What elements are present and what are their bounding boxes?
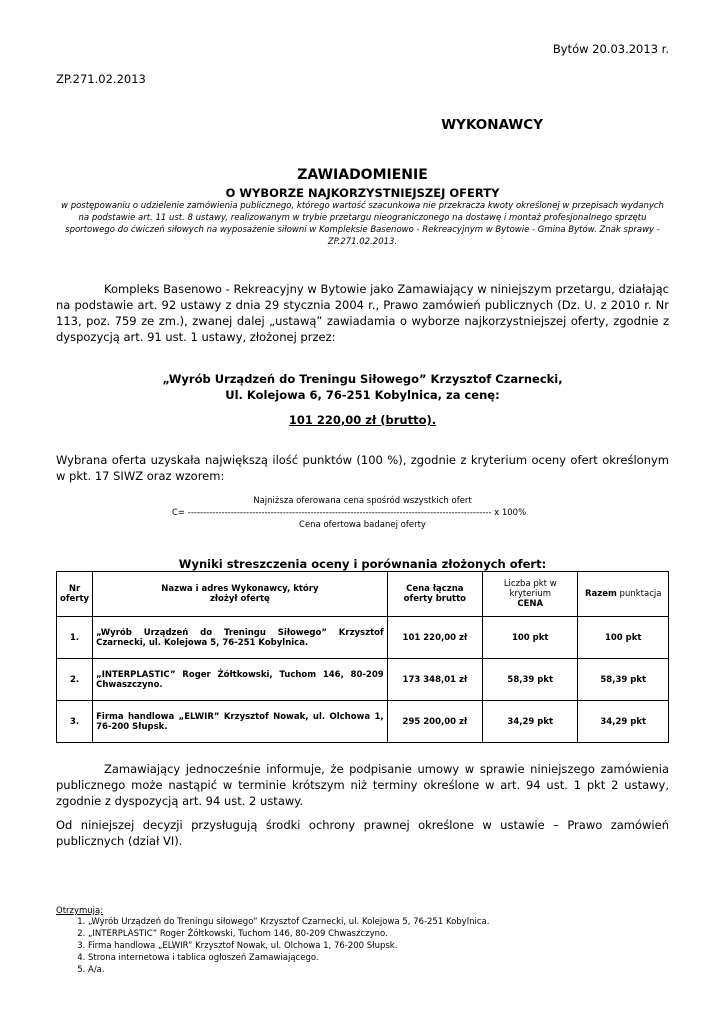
results-table xyxy=(56,571,669,743)
offer-price: 101 220,00 zł xyxy=(387,617,482,659)
offer-number: 2. xyxy=(57,659,93,701)
procedure-description: w postępowaniu o udzielenie zamówienia publicznego, którego wartość szacunkowa nie przekracza kwoty określonej w przepisach wydanych na podstawie art. 11 ust. 8 ustawy, realizowanym w trybie przetargu nieograniczonego na dostawę i montaż profesjonalnego sprzętu sportowego do ćwiczeń siłowych na wyposażenie siłowni w Kompleksie Basenowo - Rekreacyjnym w Bytowie - Gmina Bytów. Znak sprawy - ZP.271.02.2013. xyxy=(61,201,664,247)
header-price: Cena łączna oferty brutto xyxy=(387,572,482,617)
winning-price: 101 220,00 zł (brutto). xyxy=(288,413,437,427)
total-points: 58,39 pkt xyxy=(578,659,669,701)
addressee: WYKONAWCY xyxy=(441,117,543,133)
list-item: 5. A/a. xyxy=(88,964,489,976)
legal-remedies-paragraph: Od niniejszej decyzji przysługują środki ochrony prawnej określone w ustawie – Prawo zamówień publicznych (dział VI). xyxy=(56,818,669,848)
table-row xyxy=(57,701,669,743)
table-row xyxy=(57,617,669,659)
list-item: 2. „INTERPLASTIC” Roger Żółtkowski, Tuchom 146, 80-209 Chwaszczyno. xyxy=(88,928,489,940)
header-price-points: Liczba pkt w kryterium CENA xyxy=(483,572,578,617)
price-points: 58,39 pkt xyxy=(483,659,578,701)
contractor-name: „INTERPLASTIC” Roger Żółtkowski, Tuchom 146, 80-209 Chwaszczyno. xyxy=(93,659,388,701)
list-item: 3. Firma handlowa „ELWIR” Krzysztof Nowak, ul. Olchowa 1, 76-200 Słupsk. xyxy=(88,940,489,952)
document-date: Bytów 20.03.2013 r. xyxy=(552,42,669,56)
header-offer-number: Nr oferty xyxy=(57,572,93,617)
results-table-title: Wyniki streszczenia oceny i porównania złożonych ofert: xyxy=(178,557,547,571)
document-title: ZAWIADOMIENIE xyxy=(297,167,428,183)
winning-bidder-name: „Wyrób Urządzeń do Treningu Siłowego” Krzysztof Czarnecki, xyxy=(162,372,563,386)
case-reference: ZP.271.02.2013 xyxy=(56,72,146,86)
contract-signing-paragraph: Zamawiający jednocześnie informuje, że podpisanie umowy w sprawie niniejszego zamówienia publicznego może nastąpić w terminie krótszym niż terminy określone w art. 94 ust. 1 pkt 2 ustawy, zgodnie z dyspozycją art. 94 ust. 2 ustawy. xyxy=(56,762,669,808)
winning-bidder xyxy=(0,371,725,403)
document-subtitle: O WYBORZE NAJKORZYSTNIEJSZEJ OFERTY xyxy=(225,186,500,200)
offer-number: 1. xyxy=(57,617,93,659)
recipients-list xyxy=(56,916,489,976)
scoring-paragraph: Wybrana oferta uzyskała największą ilość punktów (100 %), zgodnie z kryterium oceny ofert określonym w pkt. 17 SIWZ oraz wzorem: xyxy=(56,453,669,483)
winning-bidder-address: Ul. Kolejowa 6, 76-251 Kobylnica, za cenę: xyxy=(225,388,500,402)
offer-price: 295 200,00 zł xyxy=(387,701,482,743)
list-item: 1. „Wyrób Urządzeń do Treningu siłowego” Krzysztof Czarnecki, ul. Kolejowa 5, 76-251 Kobylnica. xyxy=(88,916,489,928)
recipients-list-title: Otrzymują: xyxy=(56,906,104,916)
formula-numerator: Najniższa oferowana cena spośród wszystkich ofert xyxy=(253,496,472,506)
table-header-row xyxy=(57,572,669,617)
price-points: 34,29 pkt xyxy=(483,701,578,743)
intro-paragraph: Kompleks Basenowo - Rekreacyjny w Bytowie jako Zamawiający w niniejszym przetargu, działając na podstawie art. 92 ustawy z dnia 29 stycznia 2004 r., Prawo zamówień publicznych (Dz. U. z 2010 r. Nr 113, poz. 759 ze zm.), zwanej dalej „ustawą” zawiadamia o wyborze najkorzystniejszej oferty, zgodnie z dyspozycją art. 91 ust. 1 ustawy, złożonej przez: xyxy=(56,282,669,344)
contractor-name: „Wyrób Urządzeń do Treningu Siłowego” Krzysztof Czarnecki, ul. Kolejowa 5, 76-251 Kobylnica. xyxy=(93,617,388,659)
table-row xyxy=(57,659,669,701)
price-points: 100 pkt xyxy=(483,617,578,659)
formula-line: C= --------------------------------------------------------------------------------------------------- x 100% xyxy=(172,508,527,518)
offer-number: 3. xyxy=(57,701,93,743)
list-item: 4. Strona internetowa i tablica ogłoszeń Zamawiającego. xyxy=(88,952,489,964)
formula-denominator: Cena ofertowa badanej oferty xyxy=(299,520,426,530)
offer-price: 173 348,01 zł xyxy=(387,659,482,701)
contractor-name: Firma handlowa „ELWIR” Krzysztof Nowak, ul. Olchowa 1, 76-200 Słupsk. xyxy=(93,701,388,743)
total-points: 34,29 pkt xyxy=(578,701,669,743)
header-contractor: Nazwa i adres Wykonawcy, który złożył ofertę xyxy=(93,572,388,617)
header-total-points: Razem punktacja xyxy=(578,572,669,617)
total-points: 100 pkt xyxy=(578,617,669,659)
